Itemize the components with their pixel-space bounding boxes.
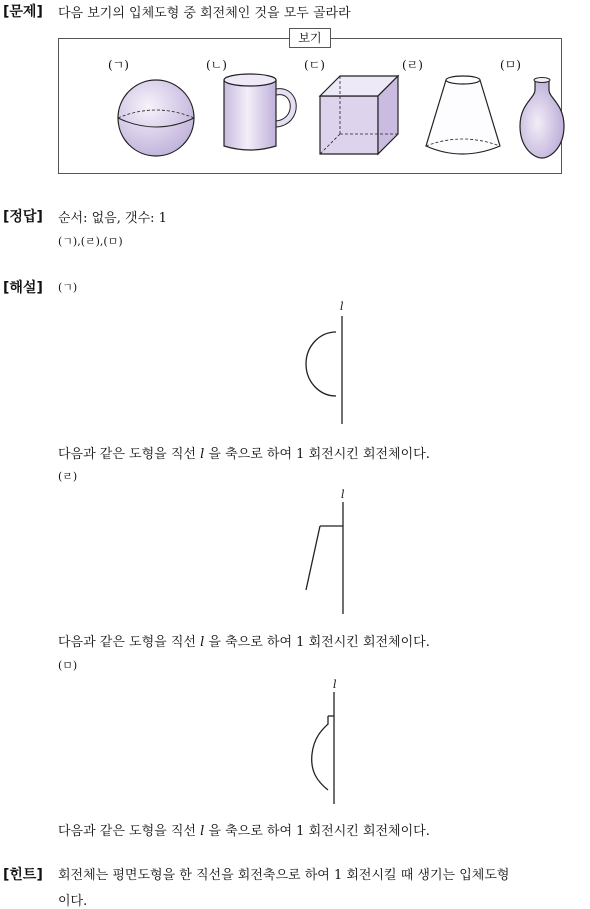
figure-label-1: (ㄱ) (108, 58, 129, 72)
axis-label-3: l (333, 678, 337, 691)
explanation-figure-2 (300, 488, 360, 618)
bogi-title: 보기 (289, 28, 331, 48)
mug-figure (220, 70, 300, 160)
axis-label-1: l (340, 300, 344, 313)
figure-label-3: (ㄷ) (304, 58, 325, 72)
explanation-tag-1: (ㄱ) (58, 281, 78, 294)
explanation-figure-3 (300, 678, 360, 808)
axis-label-2: l (341, 488, 345, 501)
figure-label-2: (ㄴ) (206, 58, 227, 72)
explanation-figure-1 (300, 296, 360, 431)
hint-line-2: 이다. (58, 894, 88, 909)
problem-text: 다음 보기의 입체도형 중 회전체인 것을 모두 골라라 (58, 6, 351, 21)
problem-label: [문제] (3, 4, 43, 20)
explanation-tag-2: (ㄹ) (58, 470, 78, 483)
hint-line-1: 회전체는 평면도형을 한 직선을 회전축으로 하여 1 회전시킬 때 생기는 입체도형 (58, 868, 510, 883)
figure-label-5: (ㅁ) (500, 58, 521, 72)
cube-figure (318, 72, 398, 162)
explanation-label: [해설] (3, 280, 43, 296)
hint-label: [힌트] (3, 867, 43, 883)
frustum-figure (422, 72, 506, 164)
answer-line-1: 순서: 없음, 갯수: 1 (58, 211, 167, 226)
explanation-sentence-3: 다음과 같은 도형을 직선 l 을 축으로 하여 1 회전시킨 회전체이다. (58, 824, 430, 839)
explanation-sentence-2: 다음과 같은 도형을 직선 l 을 축으로 하여 1 회전시킨 회전체이다. (58, 635, 430, 650)
figure-label-4: (ㄹ) (402, 58, 423, 72)
sphere-figure (112, 74, 202, 164)
vase-figure (516, 74, 572, 164)
explanation-tag-3: (ㅁ) (58, 659, 78, 672)
answer-line-2: (ㄱ),(ㄹ),(ㅁ) (58, 235, 123, 248)
explanation-sentence-1: 다음과 같은 도형을 직선 l 을 축으로 하여 1 회전시킨 회전체이다. (58, 447, 430, 462)
answer-label: [정답] (3, 209, 43, 225)
